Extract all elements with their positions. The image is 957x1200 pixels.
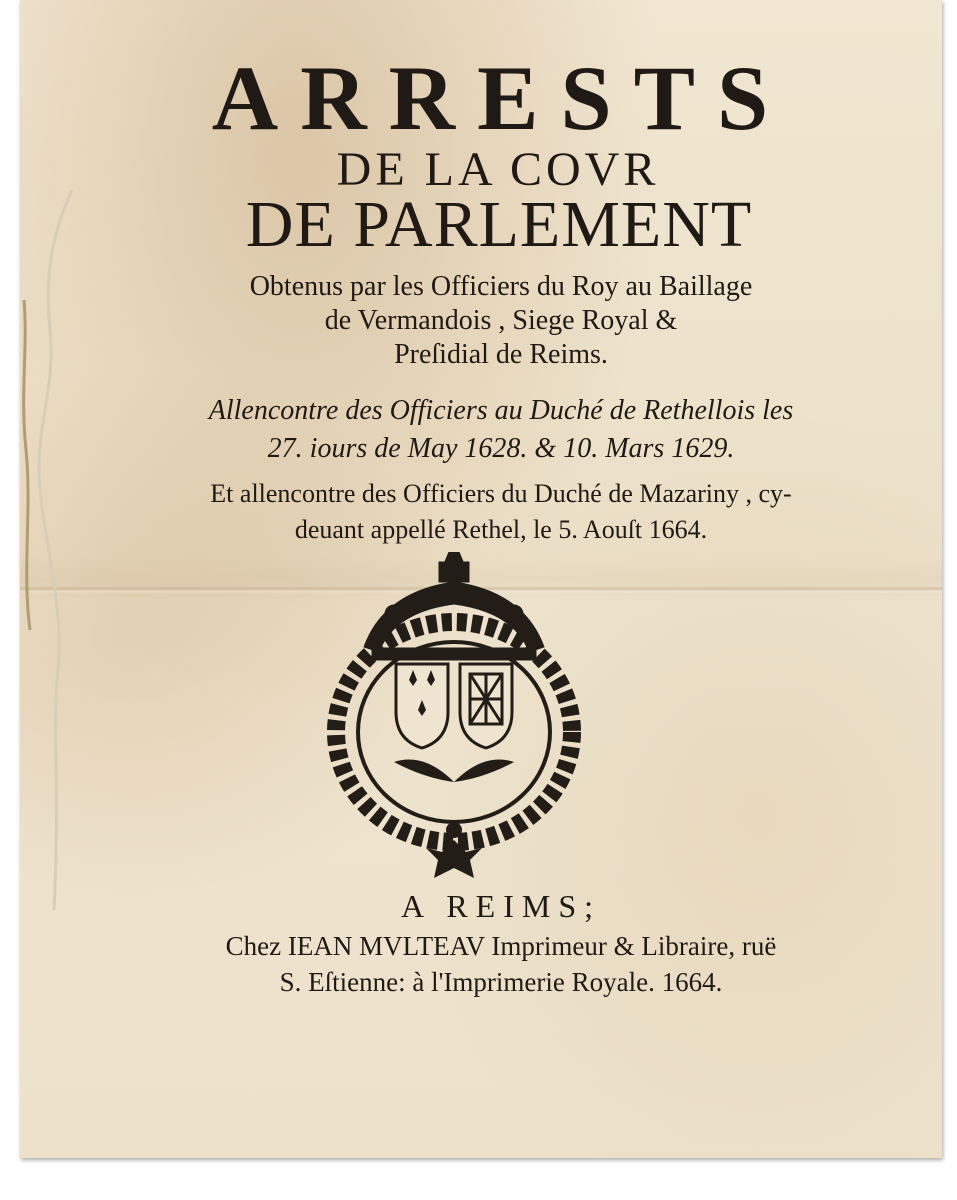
text-line: deuant appellé Rethel, le 5. Aouſt 1664. <box>294 515 708 544</box>
imprint-city: A REIMS; <box>400 888 602 924</box>
text-line: Chez IEAN MVLTEAV Imprimeur & Libraire, ruë <box>225 931 777 961</box>
text-line: Obtenus par les Officiers du Roy au Baillage <box>249 271 753 302</box>
title-de-la-cour: DE LA COVR <box>336 143 660 196</box>
obtained-by-paragraph <box>20 270 942 372</box>
text-line: Allencontre des Officiers au Duché de Rethellois les <box>208 395 794 426</box>
against-mazariny-paragraph <box>20 476 942 548</box>
text-line: S. Eſtienne: à l'Imprimerie Royale. 1664. <box>279 967 723 997</box>
title-de-parlement: DE PARLEMENT <box>245 188 753 261</box>
text-line: Preſidial de Reims. <box>394 339 608 370</box>
title-arrests: ARRESTS <box>211 47 791 149</box>
royal-coat-of-arms-icon <box>324 552 584 882</box>
text-line: 27. iours de May 1628. & 10. Mars 1629. <box>267 433 735 464</box>
against-rethel-paragraph <box>20 392 942 468</box>
text-line: de Vermandois , Siege Royal & <box>324 305 678 336</box>
document-page <box>20 0 942 1158</box>
imprint-paragraph <box>20 928 942 1000</box>
text-line: Et allencontre des Officiers du Duché de Mazariny , cy- <box>210 479 792 508</box>
